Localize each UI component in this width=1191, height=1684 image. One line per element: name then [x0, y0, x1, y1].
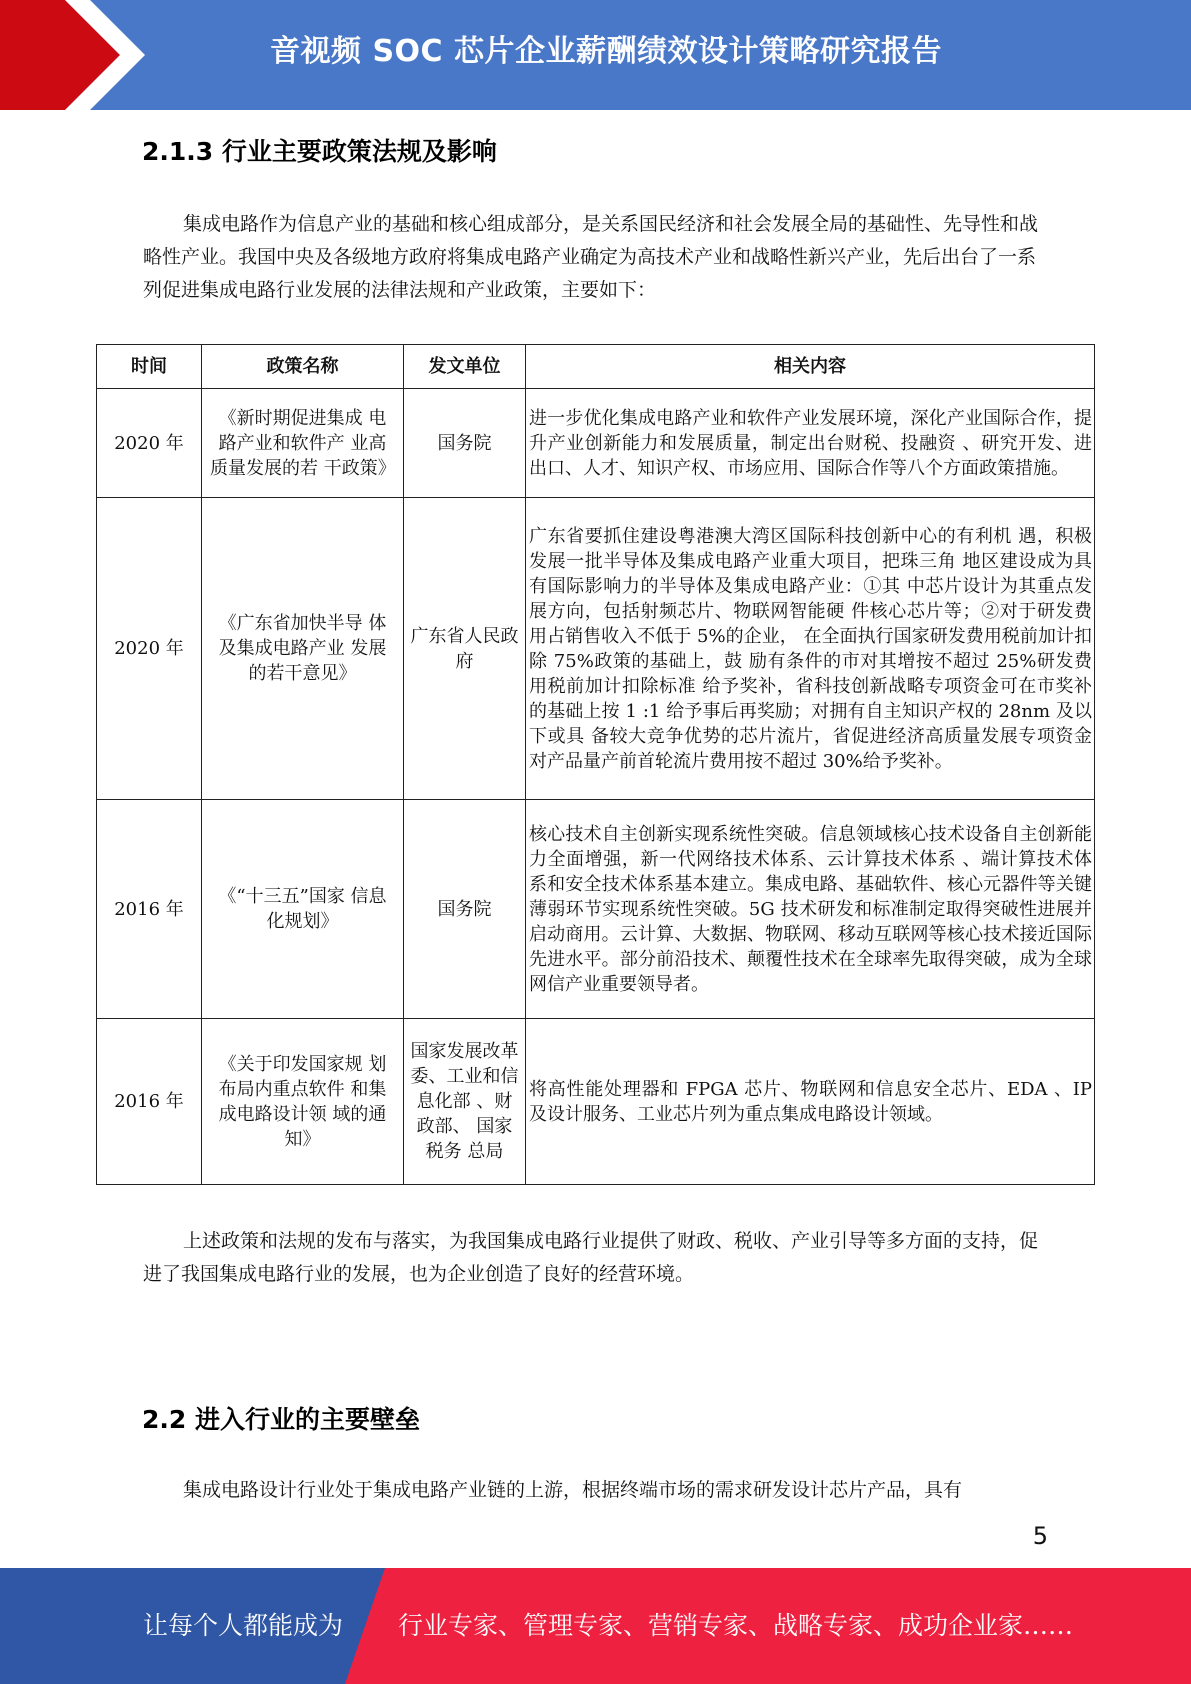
section-heading-2-2: 2.2 进入行业的主要壁垒: [142, 1405, 420, 1434]
cell-content: 将高性能处理器和 FPGA 芯片、物联网和信息安全芯片、EDA 、IP 及设计服务、工业芯片列为重点集成电路设计领域。: [526, 1019, 1095, 1185]
column-header-policy-name: 政策名称: [202, 345, 404, 389]
column-header-content: 相关内容: [526, 345, 1095, 389]
cell-policy-name: 《新时期促进集成 电路产业和软件产 业高质量发展的若 干政策》: [202, 389, 404, 498]
page-header: [0, 0, 1191, 110]
table-row: [97, 498, 1095, 800]
cell-time: 2020 年: [97, 389, 202, 498]
cell-content: 核心技术自主创新实现系统性突破。信息领域核心技术设备自主创新能力全面增强，新一代网络技术体系、云计算技术体系 、端计算技术体系和安全技术体系基本建立。集成电路、基础软件、核心元器件等关键薄弱环节实现系统性突破。5G 技术研发和标准制定取得突破性进展并启动商用。云计算、大数据、物联网、移动互联网等核心技术接近国际先进水平。部分前沿技术、颠覆性技术在全球率先取得突破，成为全球网信产业重要领导者。: [526, 800, 1095, 1019]
summary-paragraph: 上述政策和法规的发布与落实，为我国集成电路行业提供了财政、税收、产业引导等多方面的支持，促进了我国集成电路行业的发展，也为企业创造了良好的经营环境。: [143, 1230, 1039, 1285]
policy-table: [96, 344, 1095, 1185]
header-arrow-decoration: [0, 0, 150, 110]
cell-policy-name: 《“十三五”国家 信息化规划》: [202, 800, 404, 1019]
cell-issuer: 国务院: [404, 389, 526, 498]
cell-content: 进一步优化集成电路产业和软件产业发展环境，深化产业国际合作，提升产业创新能力和发展质量，制定出台财税、投融资 、研究开发、进出口、人才、知识产权、市场应用、国际合作等八个方面政策措施。: [526, 389, 1095, 498]
cell-issuer: 国务院: [404, 800, 526, 1019]
cell-policy-name: 《关于印发国家规 划布局内重点软件 和集成电路设计领 域的通知》: [202, 1019, 404, 1185]
footer-slogan-right: 行业专家、管理专家、营销专家、战略专家、成功企业家……: [398, 1611, 1074, 1640]
table-header-row: [97, 345, 1095, 389]
footer-slogan-left: 让每个人都能成为: [143, 1611, 344, 1640]
page-number: 5: [1032, 1522, 1048, 1550]
section-intro-paragraph: 集成电路作为信息产业的基础和核心组成部分，是关系国民经济和社会发展全局的基础性、先导性和战略性产业。我国中央及各级地方政府将集成电路产业确定为高技术产业和战略性新兴产业，先后出台了一系列促进集成电路行业发展的法律法规和产业政策，主要如下：: [143, 213, 1039, 301]
cell-policy-name: 《广东省加快半导 体及集成电路产业 发展的若干意见》: [202, 498, 404, 800]
table-row: [97, 1019, 1095, 1185]
cell-time: 2020 年: [97, 498, 202, 800]
table-row: [97, 389, 1095, 498]
cell-issuer: 广东省人民政府: [404, 498, 526, 800]
cell-time: 2016 年: [97, 800, 202, 1019]
section-2-2-intro-paragraph: 集成电路设计行业处于集成电路产业链的上游，根据终端市场的需求研发设计芯片产品，具有: [183, 1479, 963, 1501]
column-header-time: 时间: [97, 345, 202, 389]
report-title: 音视频 SOC 芯片企业薪酬绩效设计策略研究报告: [270, 34, 943, 69]
column-header-issuer: 发文单位: [404, 345, 526, 389]
cell-content: 广东省要抓住建设粤港澳大湾区国际科技创新中心的有利机 遇，积极发展一批半导体及集成电路产业重大项目，把珠三角 地区建设成为具有国际影响力的半导体及集成电路产业：①其 中芯片设计为其重点发展方向，包括射频芯片、物联网智能硬 件核心芯片等；②对于研发费用占销售收入不低于 5%的企业， 在全面执行国家研发费用税前加计扣除 75%政策的基础上，鼓 励有条件的市对其增按不超过 25%研发费用税前加计扣除标准 给予奖补，省科技创新战略专项资金可在市奖补的基础上按 1 :1 给予事后再奖励；对拥有自主知识产权的 28nm 及以下或具 备较大竞争优势的芯片流片，省促进经济高质量发展专项资金 对产品量产前首轮流片费用按不超过 30%给予奖补。: [526, 498, 1095, 800]
table-row: [97, 800, 1095, 1019]
cell-issuer: 国家发展改革委、工业和信息化部 、财政部、 国家税务 总局: [404, 1019, 526, 1185]
section-heading-2-1-3: 2.1.3 行业主要政策法规及影响: [142, 137, 497, 166]
page-footer: [0, 1568, 1191, 1684]
cell-time: 2016 年: [97, 1019, 202, 1185]
